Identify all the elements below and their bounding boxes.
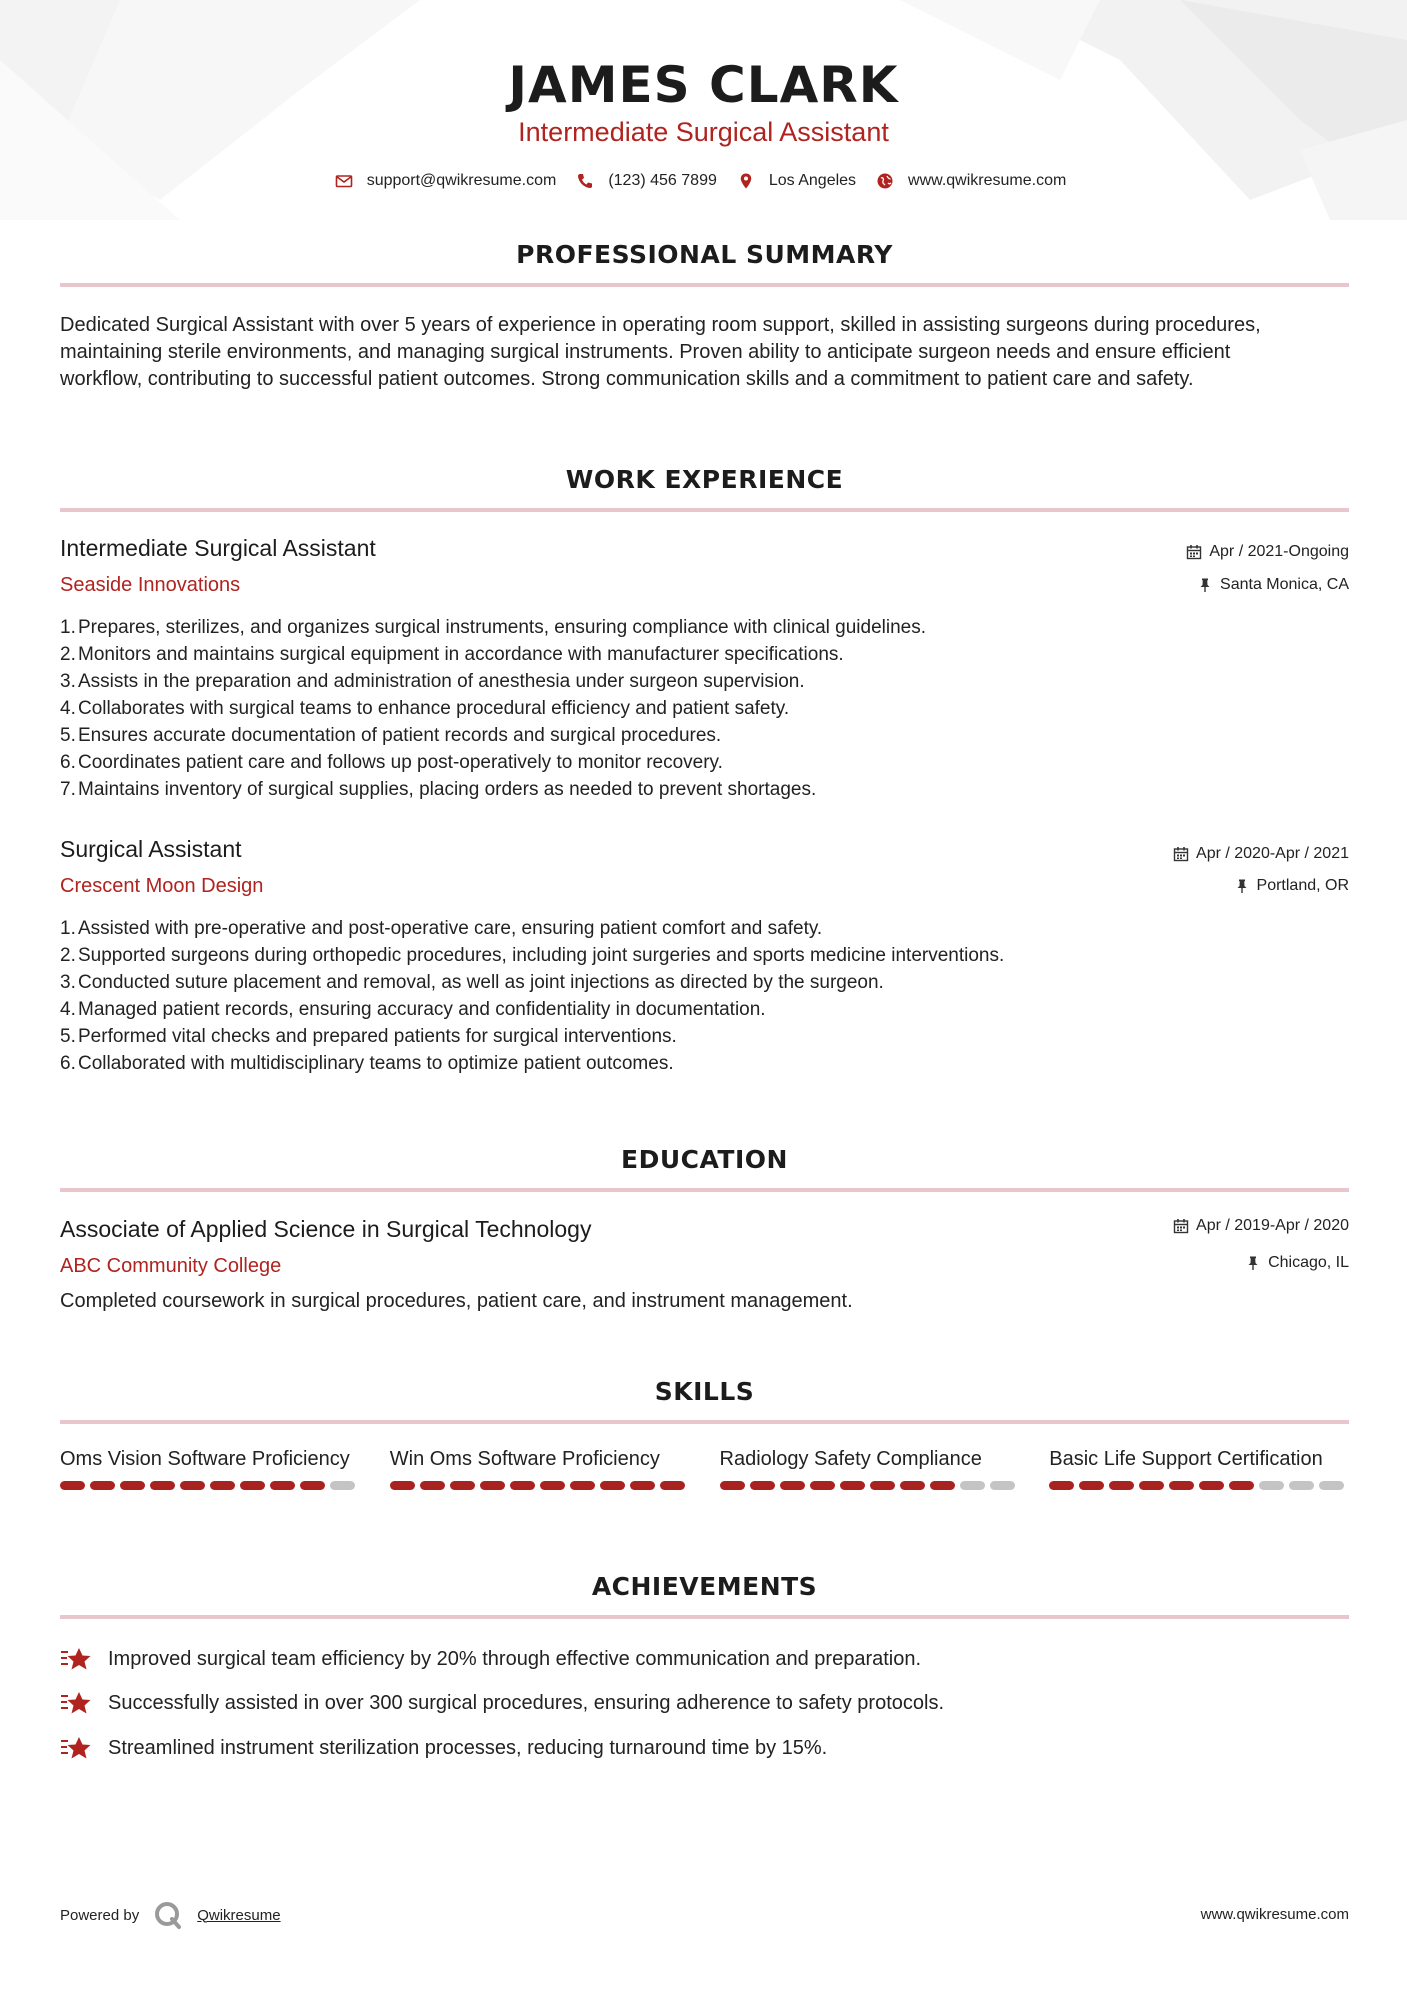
- achievements-divider: [60, 1615, 1349, 1619]
- rating-dot-filled: [1079, 1481, 1104, 1490]
- degree-title: Associate of Applied Science in Surgical Technology: [60, 1216, 592, 1242]
- rating-dot-filled: [90, 1481, 115, 1490]
- skill-rating: [60, 1481, 360, 1490]
- skill-rating: [390, 1481, 690, 1490]
- job-dates-text: Apr / 2020-Apr / 2021: [1196, 845, 1349, 862]
- education-heading: EDUCATION: [621, 1145, 788, 1174]
- job-location: [1234, 877, 1349, 895]
- rating-dot-filled: [1169, 1481, 1194, 1490]
- rating-dot-filled: [450, 1481, 475, 1490]
- skill-item: [390, 1446, 690, 1490]
- calendar-icon: [1173, 1218, 1189, 1234]
- rating-dot-filled: [750, 1481, 775, 1490]
- list-item: 4. Collaborates with surgical teams to enhance procedural efficiency and patient safety.: [60, 698, 790, 719]
- achievement-text: Streamlined instrument sterilization processes, reducing turnaround time by 15%.: [108, 1736, 828, 1759]
- rating-dot-filled: [870, 1481, 895, 1490]
- rating-dot-filled: [930, 1481, 955, 1490]
- envelope-icon: [335, 172, 353, 190]
- skills-heading: SKILLS: [654, 1377, 755, 1406]
- contact-location-text: Los Angeles: [768, 172, 857, 189]
- list-item: 2. Supported surgeons during orthopedic procedures, including joint surgeries and sports medicine interventions.: [60, 945, 1005, 966]
- rating-dot-filled: [270, 1481, 295, 1490]
- skill-rating: [720, 1481, 1020, 1490]
- job-dates: [1173, 845, 1349, 863]
- achievement-text: Successfully assisted in over 300 surgical procedures, ensuring adherence to safety protocols.: [108, 1691, 945, 1714]
- school-name: ABC Community College: [60, 1255, 282, 1277]
- star-icon: [60, 1646, 92, 1672]
- list-item: 2. Monitors and maintains surgical equipment in accordance with manufacturer specifications.: [60, 644, 844, 665]
- experience-heading: WORK EXPERIENCE: [565, 465, 844, 494]
- map-pin-icon: [737, 172, 755, 190]
- candidate-name: JAMES CLARK: [508, 56, 899, 114]
- candidate-role: Intermediate Surgical Assistant: [518, 117, 889, 147]
- rating-dot-filled: [240, 1481, 265, 1490]
- job-title: Intermediate Surgical Assistant: [60, 535, 376, 561]
- contact-email-text: support@qwikresume.com: [366, 172, 557, 189]
- list-item: 3. Assists in the preparation and administration of anesthesia under surgeon supervision.: [60, 671, 805, 692]
- rating-dot-empty: [1319, 1481, 1344, 1490]
- education-divider: [60, 1188, 1349, 1192]
- rating-dot-filled: [1229, 1481, 1254, 1490]
- pushpin-icon: [1245, 1255, 1261, 1271]
- contact-phone[interactable]: [576, 172, 717, 190]
- skill-item: [1049, 1446, 1349, 1490]
- rating-dot-filled: [420, 1481, 445, 1490]
- summary-text: Dedicated Surgical Assistant with over 5 years of experience in operating room support, skilled in assisting surgeons during procedures, maintaining sterile environments, and managing surgical instruments. Proven ability to anticipate surgeon needs and ensure efficient workflow, contributing to successful patient outcomes. Strong communication skills and a commitment to patient care and safety.: [60, 314, 1261, 390]
- achievement-item: [60, 1646, 1320, 1672]
- rating-dot-filled: [510, 1481, 535, 1490]
- education-location-text: Chicago, IL: [1268, 1254, 1349, 1271]
- pushpin-icon: [1197, 577, 1213, 593]
- contact-email[interactable]: [335, 172, 557, 190]
- skill-name: Win Oms Software Proficiency: [389, 1448, 660, 1470]
- skill-item: [720, 1446, 1020, 1490]
- rating-dot-filled: [810, 1481, 835, 1490]
- achievements-heading: ACHIEVEMENTS: [591, 1572, 818, 1601]
- footer-url[interactable]: www.qwikresume.com: [1200, 1906, 1349, 1923]
- rating-dot-filled: [900, 1481, 925, 1490]
- skill-name: Oms Vision Software Proficiency: [60, 1448, 350, 1470]
- list-item: 1. Assisted with pre-operative and post-operative care, ensuring patient comfort and safety.: [60, 918, 823, 939]
- rating-dot-filled: [660, 1481, 685, 1490]
- contact-location: [737, 172, 856, 190]
- company-name: Crescent Moon Design: [60, 875, 264, 897]
- star-icon: [60, 1690, 92, 1716]
- rating-dot-filled: [1199, 1481, 1224, 1490]
- list-item: 5. Performed vital checks and prepared patients for surgical interventions.: [60, 1026, 677, 1047]
- pushpin-icon: [1234, 878, 1250, 894]
- summary-divider: [60, 283, 1349, 287]
- education-dates-text: Apr / 2019-Apr / 2020: [1196, 1217, 1349, 1234]
- rating-dot-filled: [1109, 1481, 1134, 1490]
- achievement-item: [60, 1690, 1320, 1716]
- skill-rating: [1049, 1481, 1349, 1490]
- rating-dot-filled: [390, 1481, 415, 1490]
- job-location: [1197, 576, 1349, 594]
- education-description: Completed coursework in surgical procedures, patient care, and instrument management.: [60, 1290, 853, 1312]
- rating-dot-filled: [150, 1481, 175, 1490]
- list-item: 1. Prepares, sterilizes, and organizes surgical instruments, ensuring compliance with clinical guidelines.: [60, 617, 927, 638]
- rating-dot-empty: [1289, 1481, 1314, 1490]
- summary-heading: PROFESSIONAL SUMMARY: [516, 240, 893, 269]
- calendar-icon: [1186, 544, 1202, 560]
- rating-dot-empty: [330, 1481, 355, 1490]
- rating-dot-filled: [180, 1481, 205, 1490]
- rating-dot-filled: [720, 1481, 745, 1490]
- calendar-icon: [1173, 846, 1189, 862]
- experience-divider: [60, 508, 1349, 512]
- footer-powered-by: [60, 1900, 281, 1930]
- list-item: 6. Coordinates patient care and follows up post-operatively to monitor recovery.: [60, 752, 723, 773]
- job-title: Surgical Assistant: [60, 836, 242, 862]
- job-location-text: Portland, OR: [1256, 877, 1349, 894]
- rating-dot-filled: [120, 1481, 145, 1490]
- skills-divider: [60, 1420, 1349, 1424]
- job-location-text: Santa Monica, CA: [1220, 576, 1349, 593]
- powered-by-label: Powered by: [60, 1906, 140, 1924]
- rating-dot-empty: [1259, 1481, 1284, 1490]
- list-item: 3. Conducted suture placement and removal, as well as joint injections as directed by the surgeon.: [60, 972, 884, 993]
- star-icon: [60, 1735, 92, 1761]
- skill-name: Radiology Safety Compliance: [719, 1448, 982, 1470]
- resume-header: [0, 58, 1407, 190]
- job-dates: [1186, 543, 1349, 561]
- skills-grid: [60, 1446, 1349, 1490]
- contact-bar: [0, 172, 1407, 190]
- contact-phone-text: (123) 456 7899: [608, 172, 717, 189]
- rating-dot-filled: [540, 1481, 565, 1490]
- phone-icon: [576, 172, 594, 190]
- rating-dot-filled: [1139, 1481, 1164, 1490]
- rating-dot-empty: [960, 1481, 985, 1490]
- job-duties-list: [60, 614, 1320, 803]
- list-item: 7. Maintains inventory of surgical supplies, placing orders as needed to prevent shortages.: [60, 779, 817, 800]
- rating-dot-filled: [210, 1481, 235, 1490]
- rating-dot-filled: [480, 1481, 505, 1490]
- qwikresume-logo-icon: [153, 1900, 183, 1930]
- rating-dot-filled: [300, 1481, 325, 1490]
- achievement-item: [60, 1735, 1320, 1761]
- rating-dot-filled: [1049, 1481, 1074, 1490]
- list-item: 6. Collaborated with multidisciplinary teams to optimize patient outcomes.: [60, 1053, 674, 1074]
- rating-dot-filled: [630, 1481, 655, 1490]
- education-dates: [1173, 1217, 1349, 1235]
- skill-name: Basic Life Support Certification: [1049, 1448, 1323, 1470]
- achievement-text: Improved surgical team efficiency by 20% through effective communication and preparation.: [108, 1647, 922, 1670]
- qwikresume-link[interactable]: Qwikresume: [197, 1906, 281, 1924]
- education-location: [1245, 1254, 1349, 1272]
- rating-dot-filled: [780, 1481, 805, 1490]
- list-item: 4. Managed patient records, ensuring accuracy and confidentiality in documentation.: [60, 999, 766, 1020]
- skill-item: [60, 1446, 360, 1490]
- list-item: 5. Ensures accurate documentation of patient records and surgical procedures.: [60, 725, 722, 746]
- rating-dot-empty: [990, 1481, 1015, 1490]
- company-name: Seaside Innovations: [60, 574, 241, 596]
- globe-icon: [876, 172, 894, 190]
- rating-dot-filled: [60, 1481, 85, 1490]
- contact-website-text: www.qwikresume.com: [908, 172, 1067, 189]
- job-dates-text: Apr / 2021-Ongoing: [1209, 543, 1349, 560]
- rating-dot-filled: [840, 1481, 865, 1490]
- job-duties-list: [60, 915, 1320, 1077]
- rating-dot-filled: [570, 1481, 595, 1490]
- rating-dot-filled: [600, 1481, 625, 1490]
- contact-website[interactable]: [876, 172, 1066, 190]
